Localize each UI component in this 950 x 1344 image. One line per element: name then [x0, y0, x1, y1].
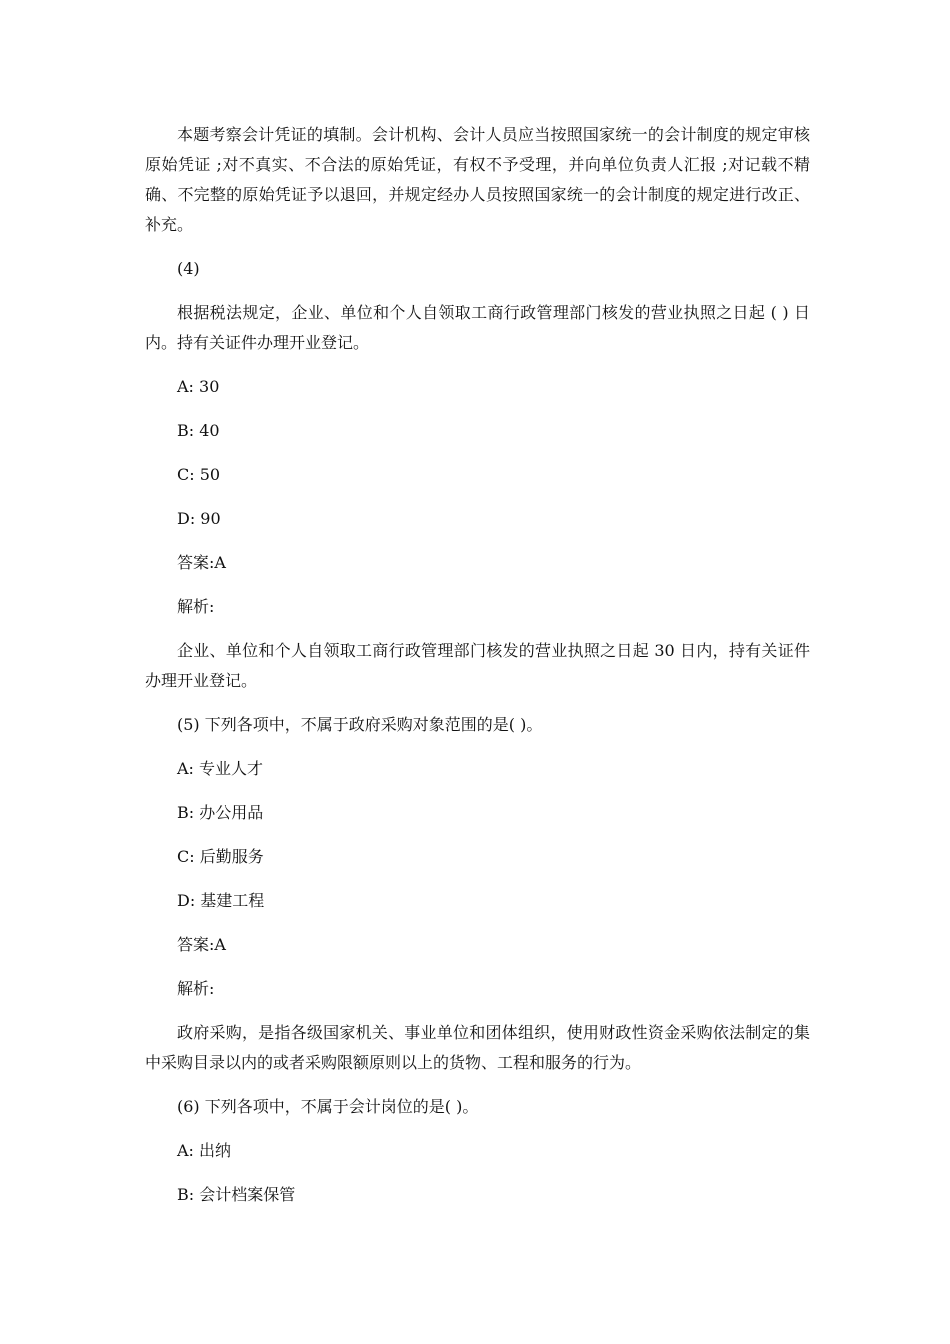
q5-question: (5) 下列各项中，不属于政府采购对象范围的是( )。	[177, 715, 543, 734]
q4-number: (4)	[177, 259, 200, 278]
q4-option-b: B: 40	[177, 421, 220, 440]
q5-option-d: D: 基建工程	[177, 891, 265, 910]
q3-explanation: 本题考察会计凭证的填制。会计机构、会计人员应当按照国家统一的会计制度的规定审核原始凭证 ;对不真实、不合法的原始凭证，有权不予受理，并向单位负责人汇报 ;对记载不精确、不完整的原始凭证予以退回，并规定经办人员按照国家统一的会计制度的规定进行改正、补充。	[145, 125, 810, 234]
document-page	[145, 120, 810, 1210]
q4-analysis-label: 解析:	[177, 597, 215, 616]
q6-option-b: B: 会计档案保管	[177, 1185, 296, 1204]
q5-answer: 答案:A	[177, 935, 226, 954]
q6-option-a: A: 出纳	[177, 1141, 232, 1160]
q4-analysis: 企业、单位和个人自领取工商行政管理部门核发的营业执照之日起 30 日内，持有关证件办理开业登记。	[145, 641, 810, 690]
q4-question: 根据税法规定，企业、单位和个人自领取工商行政管理部门核发的营业执照之日起 ( ) 日内。持有关证件办理开业登记。	[145, 303, 810, 352]
q4-answer: 答案:A	[177, 553, 226, 572]
q4-option-d: D: 90	[177, 509, 221, 528]
q5-option-c: C: 后勤服务	[177, 847, 264, 866]
q4-option-c: C: 50	[177, 465, 221, 484]
q4-option-a: A: 30	[177, 377, 220, 396]
q5-analysis-label: 解析:	[177, 979, 215, 998]
q5-option-b: B: 办公用品	[177, 803, 264, 822]
q5-option-a: A: 专业人才	[177, 759, 264, 778]
q5-analysis: 政府采购，是指各级国家机关、事业单位和团体组织，使用财政性资金采购依法制定的集中采购目录以内的或者采购限额原则以上的货物、工程和服务的行为。	[145, 1023, 810, 1072]
q6-question: (6) 下列各项中，不属于会计岗位的是( )。	[177, 1097, 479, 1116]
